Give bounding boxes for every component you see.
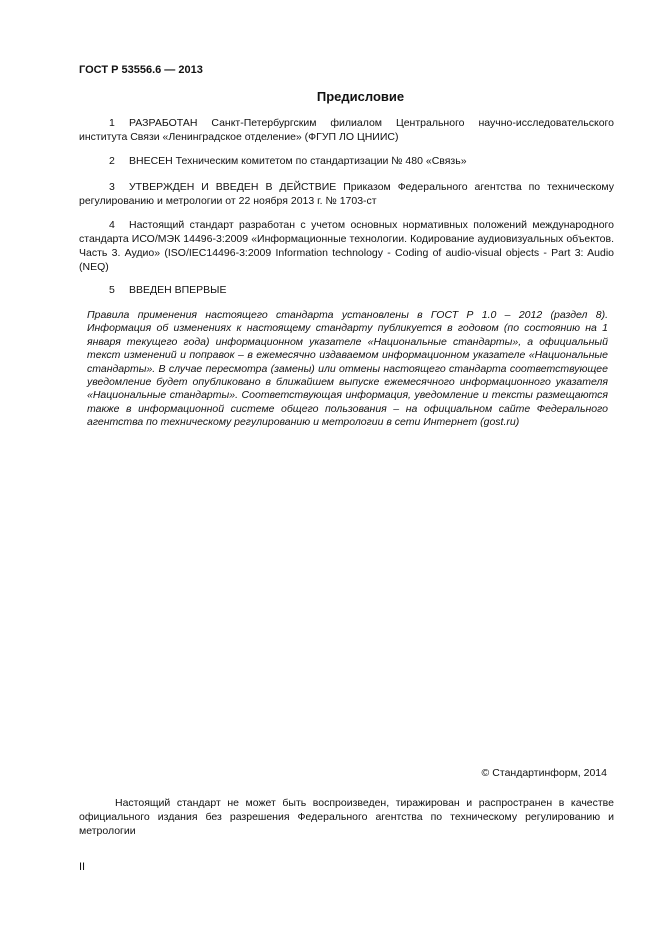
foreword-item-5 [79, 283, 614, 297]
item-number: 2 [109, 155, 115, 167]
item-number: 4 [109, 219, 115, 231]
section-title: Предисловие [316, 89, 405, 104]
item-number: 5 [109, 284, 115, 296]
item-text: РАЗРАБОТАН Санкт-Петербургским филиалом Центрального научно-исследовательского института Связи «Ленинградское отделение» (ФГУП ЛО ЦНИИС) [79, 117, 614, 143]
foreword-item-2 [79, 154, 614, 168]
item-text: УТВЕРЖДЕН И ВВЕДЕН В ДЕЙСТВИЕ Приказом Федерального агентства по техническому регулированию и метрологии от 22 ноября 2013 г. № 1703-ст [79, 181, 614, 207]
item-number: 3 [109, 181, 115, 193]
foreword-item-4 [79, 218, 614, 274]
copyright-line [482, 767, 607, 779]
item-text: ВВЕДЕН ВПЕРВЫЕ [129, 284, 227, 296]
restriction-text: Настоящий стандарт не может быть воспроизведен, тиражирован и распространен в качестве официального издания без разрешения Федерального агентства по техническому регулированию и метрологии [79, 797, 614, 837]
foreword-item-3 [79, 180, 614, 208]
item-text: ВНЕСЕН Техническим комитетом по стандартизации № 480 «Связь» [129, 155, 467, 167]
item-number: 1 [109, 117, 115, 129]
copyright-symbol: © [481, 767, 490, 779]
page-number: II [79, 861, 86, 873]
standard-code: ГОСТ Р 53556.6 — 2013 [79, 64, 203, 76]
amendments-notice: Правила применения настоящего стандарта установлены в ГОСТ Р 1.0 – 2012 (раздел 8). Информация об изменениях к настоящему стандарту публикуется в годовом (по состоянию на 1 января текущего года) информационном указателе «Национальные стандарты», а официальный текст изменений и поправок – в ежемесячно издаваемом информационном указателе «Национальные стандарты». В случае пересмотра (замены) или отмены настоящего стандарта соответствующее уведомление будет опубликовано в ближайшем выпуске ежемесячного информационного указателя «Национальные стандарты». Соответствующая информация, уведомление и тексты размещаются также в информационной системе общего пользования – на официальном сайте Федерального агентства по техническому регулированию и метрологии в сети Интернет (gost.ru) [87, 309, 608, 429]
item-text: Настоящий стандарт разработан с учетом основных нормативных положений международного стандарта ИСО/МЭК 14496-3:2009 «Информационные технологии. Кодирование аудиовизуальных объектов. Часть 3. Аудио» (ISO/IEC14496-3:2009 Information technology - Coding of audio-visual objects - Part 3: Audio (NEQ) [79, 219, 614, 273]
copyright-text: Стандартинформ, 2014 [492, 767, 607, 779]
foreword-item-1 [79, 116, 614, 144]
reproduction-restriction [79, 796, 614, 838]
